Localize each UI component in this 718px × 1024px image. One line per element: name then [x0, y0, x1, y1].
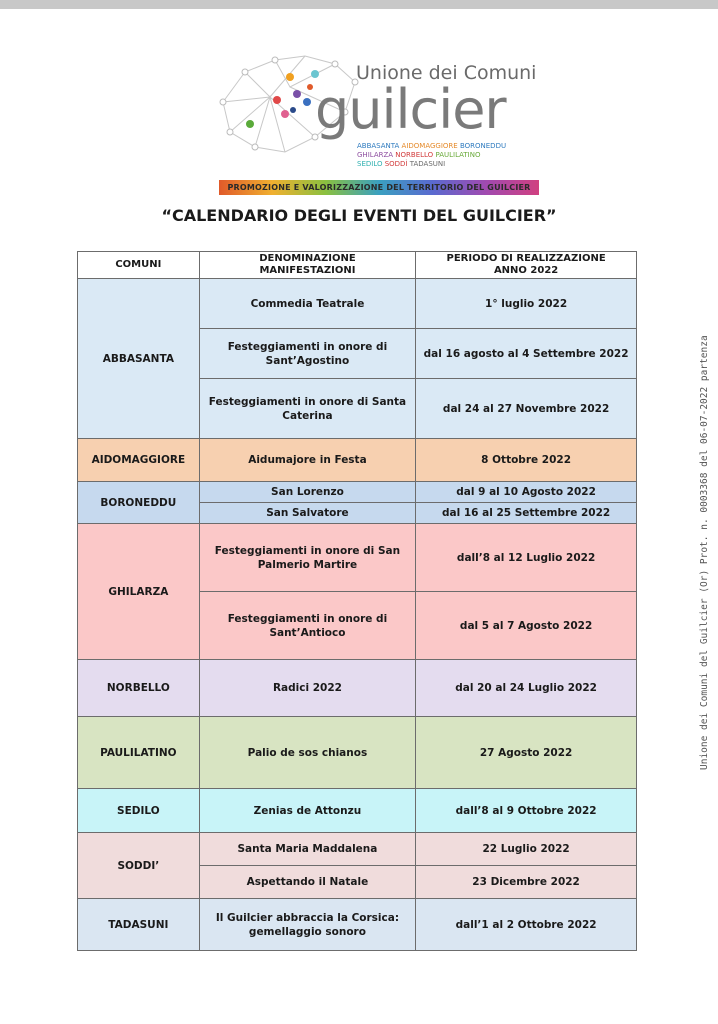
- table-header-row: [78, 252, 637, 279]
- comune-cell: ABBASANTA: [78, 279, 200, 439]
- promo-banner: PROMOZIONE E VALORIZZAZIONE DEL TERRITORIO DEL GUILCIER: [219, 180, 539, 195]
- table-row: [78, 833, 637, 866]
- event-period: dal 5 al 7 Agosto 2022: [416, 592, 637, 660]
- comune-cell: TADASUNI: [78, 899, 200, 951]
- table-row: [78, 279, 637, 329]
- event-period: dall’8 al 12 Luglio 2022: [416, 524, 637, 592]
- event-name: Festeggiamenti in onore di San Palmerio Martire: [199, 524, 415, 592]
- table-row: [78, 789, 637, 833]
- comune-cell: PAULILATINO: [78, 717, 200, 789]
- event-name: Il Guilcier abbraccia la Corsica: gemellaggio sonoro: [199, 899, 415, 951]
- event-period: 22 Luglio 2022: [416, 833, 637, 866]
- event-period: dal 20 al 24 Luglio 2022: [416, 660, 637, 717]
- table-row: [78, 660, 637, 717]
- logo-text-unione: Unione dei Comuni: [356, 62, 537, 84]
- protocol-stamp: Unione dei Comuni del Guilcier (Or) Prot. n. 0003368 del 06-07-2022 partenza: [699, 335, 710, 770]
- comune-cell: BORONEDDU: [78, 482, 200, 524]
- comune-cell: SODDI’: [78, 833, 200, 899]
- logo: [215, 42, 545, 172]
- comune-cell: AIDOMAGGIORE: [78, 439, 200, 482]
- page-title: “CALENDARIO DEGLI EVENTI DEL GUILCIER”: [161, 206, 557, 225]
- event-period: dall’8 al 9 Ottobre 2022: [416, 789, 637, 833]
- event-name: San Lorenzo: [199, 482, 415, 503]
- event-period: dal 24 al 27 Novembre 2022: [416, 379, 637, 439]
- table-row: [78, 899, 637, 951]
- events-table: [77, 251, 637, 951]
- event-name: Aspettando il Natale: [199, 866, 415, 899]
- comune-cell: GHILARZA: [78, 524, 200, 660]
- event-name: Festeggiamenti in onore di Sant’Antioco: [199, 592, 415, 660]
- event-period: dall’1 al 2 Ottobre 2022: [416, 899, 637, 951]
- table-row: [78, 524, 637, 592]
- event-name: Festeggiamenti in onore di Sant’Agostino: [199, 329, 415, 379]
- table-row: [78, 439, 637, 482]
- table-row: [78, 717, 637, 789]
- table-row: [78, 482, 637, 503]
- event-period: dal 16 al 25 Settembre 2022: [416, 503, 637, 524]
- top-bar: [0, 0, 718, 9]
- event-name: Festeggiamenti in onore di Santa Caterina: [199, 379, 415, 439]
- event-name: Commedia Teatrale: [199, 279, 415, 329]
- event-name: Radici 2022: [199, 660, 415, 717]
- comune-cell: SEDILO: [78, 789, 200, 833]
- event-name: Palio de sos chianos: [199, 717, 415, 789]
- event-name: Santa Maria Maddalena: [199, 833, 415, 866]
- comune-cell: NORBELLO: [78, 660, 200, 717]
- event-period: 8 Ottobre 2022: [416, 439, 637, 482]
- event-name: Aidumajore in Festa: [199, 439, 415, 482]
- event-period: dal 9 al 10 Agosto 2022: [416, 482, 637, 503]
- event-name: San Salvatore: [199, 503, 415, 524]
- header-periodo: PERIODO DI REALIZZAZIONE ANNO 2022: [416, 252, 637, 279]
- event-period: 27 Agosto 2022: [416, 717, 637, 789]
- logo-towns: ABBASANTA AIDOMAGGIORE BORONEDDU GHILARZA NORBELLO PAULILATINO SEDILO SODDÌ TADASUNI: [357, 142, 507, 168]
- logo-text-guilcier: guilcier: [315, 78, 506, 141]
- event-period: 23 Dicembre 2022: [416, 866, 637, 899]
- header-denominazione: DENOMINAZIONE MANIFESTAZIONI: [199, 252, 415, 279]
- event-period: 1° luglio 2022: [416, 279, 637, 329]
- header-comuni: COMUNI: [78, 252, 200, 279]
- event-period: dal 16 agosto al 4 Settembre 2022: [416, 329, 637, 379]
- event-name: Zenias de Attonzu: [199, 789, 415, 833]
